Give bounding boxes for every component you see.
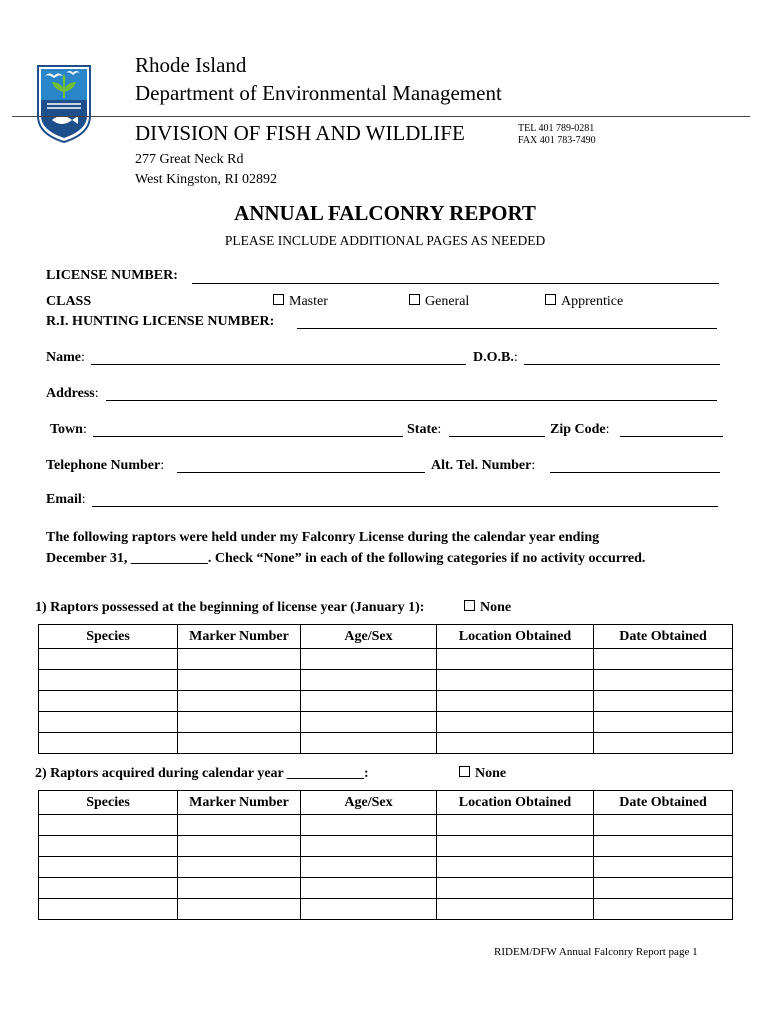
table-cell-input[interactable] — [594, 815, 733, 836]
table-cell-input[interactable] — [594, 836, 733, 857]
table-cell-input[interactable] — [39, 691, 178, 712]
table-cell-input[interactable] — [594, 670, 733, 691]
table-cell-input[interactable] — [178, 691, 301, 712]
instructions — [46, 528, 746, 569]
table-row — [39, 815, 733, 836]
table-cell-input[interactable] — [39, 857, 178, 878]
instructions-prefix: December 31, — [46, 550, 131, 566]
ridem-logo — [36, 64, 92, 144]
table-cell-input[interactable] — [301, 815, 437, 836]
hunting-license-field[interactable] — [297, 328, 717, 329]
town-label: Town: — [50, 422, 87, 437]
class-label: CLASS — [46, 294, 92, 309]
name-label: Name: — [46, 350, 85, 365]
class-option-general-label: General — [425, 294, 470, 309]
section2-table — [38, 790, 733, 920]
table-cell-input[interactable] — [301, 691, 437, 712]
table-cell-input[interactable] — [594, 899, 733, 920]
section1-col-header: Age/Sex — [301, 625, 437, 649]
alt-tel-label: Alt. Tel. Number: — [431, 458, 536, 473]
table-cell-input[interactable] — [437, 857, 594, 878]
state-label: State: — [407, 422, 442, 437]
state-field[interactable] — [449, 436, 545, 437]
table-cell-input[interactable] — [39, 899, 178, 920]
hunting-license-label: R.I. HUNTING LICENSE NUMBER: — [46, 314, 275, 329]
header-rule — [12, 116, 750, 117]
checkbox-icon — [409, 294, 420, 305]
agency-state: Rhode Island — [135, 53, 247, 77]
table-cell-input[interactable] — [39, 878, 178, 899]
table-cell-input[interactable] — [178, 815, 301, 836]
table-cell-input[interactable] — [178, 878, 301, 899]
dob-field[interactable] — [524, 364, 720, 365]
section2-col-header: Location Obtained — [437, 791, 594, 815]
section2-label — [35, 766, 369, 782]
table-row — [39, 649, 733, 670]
section2-col-header: Species — [39, 791, 178, 815]
zip-label: Zip Code: — [550, 422, 610, 437]
section2-col-header: Marker Number — [178, 791, 301, 815]
section2-label-suffix: : — [364, 766, 369, 781]
page-footer: RIDEM/DFW Annual Falconry Report page 1 — [494, 946, 698, 958]
table-cell-input[interactable] — [178, 899, 301, 920]
table-row — [39, 857, 733, 878]
section1-col-header: Location Obtained — [437, 625, 594, 649]
zip-field[interactable] — [620, 436, 723, 437]
class-option-general[interactable] — [409, 294, 469, 310]
agency-department: Department of Environmental Management — [135, 81, 502, 105]
table-cell-input[interactable] — [178, 670, 301, 691]
form-subtitle: PLEASE INCLUDE ADDITIONAL PAGES AS NEEDED — [224, 233, 546, 248]
table-row — [39, 670, 733, 691]
table-cell-input[interactable] — [437, 733, 594, 754]
class-option-apprentice[interactable] — [545, 294, 623, 310]
table-cell-input[interactable] — [301, 733, 437, 754]
tel-number: TEL 401 789-0281 — [518, 123, 595, 134]
table-cell-input[interactable] — [594, 691, 733, 712]
table-cell-input[interactable] — [39, 670, 178, 691]
section2-col-header: Date Obtained — [594, 791, 733, 815]
table-cell-input[interactable] — [301, 836, 437, 857]
section1-table — [38, 624, 733, 754]
section1-label: 1) Raptors possessed at the beginning of license year (January 1): — [35, 600, 425, 615]
table-row — [39, 878, 733, 899]
table-row — [39, 712, 733, 733]
table-cell-input[interactable] — [178, 857, 301, 878]
class-option-apprentice-label: Apprentice — [561, 294, 624, 309]
address-label: Address: — [46, 386, 99, 401]
table-cell-input[interactable] — [301, 899, 437, 920]
table-cell-input[interactable] — [594, 878, 733, 899]
year-ending-field[interactable]: ___________ — [130, 550, 208, 566]
table-cell-input[interactable] — [437, 670, 594, 691]
telephone-label-text: Telephone Number — [46, 458, 161, 473]
table-cell-input[interactable] — [437, 878, 594, 899]
section2-none-label: None — [475, 766, 507, 781]
name-label-text: Name — [46, 350, 81, 365]
section2-header-row — [39, 791, 733, 815]
instructions-line-1: The following raptors were held under my Falconry License during the calendar year ending — [46, 530, 600, 545]
table-cell-input[interactable] — [437, 815, 594, 836]
fax-number: FAX 401 783-7490 — [518, 135, 596, 146]
table-cell-input[interactable] — [178, 733, 301, 754]
table-cell-input[interactable] — [178, 649, 301, 670]
class-option-master[interactable] — [273, 294, 328, 310]
section1-header-row — [39, 625, 733, 649]
address-street: 277 Great Neck Rd — [135, 152, 244, 167]
section1-none-label: None — [480, 600, 512, 615]
table-cell-input[interactable] — [39, 733, 178, 754]
table-cell-input[interactable] — [594, 649, 733, 670]
checkbox-icon — [459, 766, 470, 777]
section1-col-header: Date Obtained — [594, 625, 733, 649]
mailing-address — [135, 150, 277, 190]
table-cell-input[interactable] — [301, 670, 437, 691]
division-name: DIVISION OF FISH AND WILDLIFE — [135, 121, 465, 145]
contact-numbers — [518, 123, 596, 147]
telephone-label: Telephone Number: — [46, 458, 165, 473]
section2-col-header: Age/Sex — [301, 791, 437, 815]
table-cell-input[interactable] — [437, 649, 594, 670]
table-cell-input[interactable] — [301, 878, 437, 899]
instructions-suffix: . Check “None” in each of the following categories if no activity occurred. — [207, 550, 646, 566]
table-row — [39, 899, 733, 920]
email-label: Email: — [46, 492, 86, 507]
section2-year-field[interactable]: ___________ — [287, 766, 365, 781]
telephone-field[interactable] — [177, 472, 425, 473]
address-field[interactable] — [106, 400, 717, 401]
table-cell-input[interactable] — [301, 649, 437, 670]
state-label-text: State — [407, 422, 438, 437]
zip-label-text: Zip Code — [550, 422, 606, 437]
class-option-master-label: Master — [289, 294, 328, 309]
form-title: ANNUAL FALCONRY REPORT — [234, 201, 536, 225]
alt-tel-field[interactable] — [550, 472, 720, 473]
section1-body — [39, 649, 733, 754]
checkbox-icon — [273, 294, 284, 305]
dob-label: D.O.B.: — [473, 350, 518, 365]
section1-none-option[interactable] — [464, 600, 511, 616]
table-cell-input[interactable] — [437, 836, 594, 857]
license-number-label: LICENSE NUMBER: — [46, 268, 178, 283]
table-cell-input[interactable] — [178, 836, 301, 857]
table-cell-input[interactable] — [437, 712, 594, 733]
dob-label-text: D.O.B. — [473, 350, 514, 365]
table-cell-input[interactable] — [301, 712, 437, 733]
address-city: West Kingston, RI 02892 — [135, 172, 277, 187]
table-cell-input[interactable] — [594, 857, 733, 878]
table-cell-input[interactable] — [594, 712, 733, 733]
table-row — [39, 691, 733, 712]
section1-col-header: Marker Number — [178, 625, 301, 649]
address-label-text: Address — [46, 386, 95, 401]
town-label-text: Town — [50, 422, 83, 437]
section2-label-prefix: 2) Raptors acquired during calendar year — [35, 766, 288, 781]
table-cell-input[interactable] — [39, 712, 178, 733]
checkbox-icon — [464, 600, 475, 611]
table-cell-input[interactable] — [594, 733, 733, 754]
license-number-field[interactable] — [192, 283, 719, 284]
section1-col-header: Species — [39, 625, 178, 649]
table-cell-input[interactable] — [39, 815, 178, 836]
section2-body — [39, 815, 733, 920]
table-cell-input[interactable] — [437, 691, 594, 712]
town-field[interactable] — [93, 436, 403, 437]
table-cell-input[interactable] — [178, 712, 301, 733]
email-field[interactable] — [92, 506, 718, 507]
instructions-line-2 — [46, 549, 746, 570]
table-cell-input[interactable] — [301, 857, 437, 878]
table-row — [39, 836, 733, 857]
email-label-text: Email — [46, 492, 82, 507]
name-field[interactable] — [91, 364, 466, 365]
table-row — [39, 733, 733, 754]
section2-none-option[interactable] — [459, 766, 506, 782]
checkbox-icon — [545, 294, 556, 305]
alt-tel-label-text: Alt. Tel. Number — [431, 458, 532, 473]
table-cell-input[interactable] — [437, 899, 594, 920]
table-cell-input[interactable] — [39, 836, 178, 857]
table-cell-input[interactable] — [39, 649, 178, 670]
